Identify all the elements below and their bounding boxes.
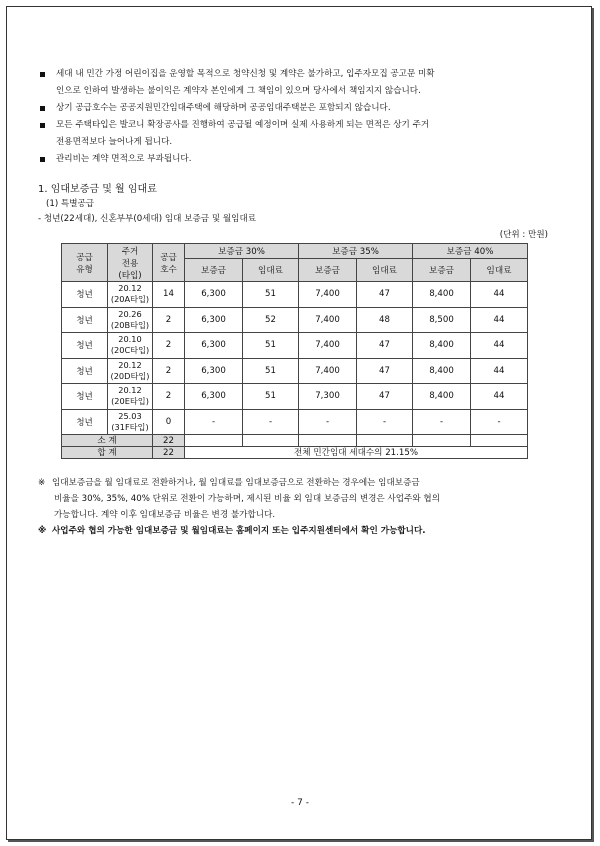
total-value: 22: [153, 447, 185, 459]
total-note: 전체 민간임대 세대수의 21.15%: [185, 447, 528, 459]
reference-mark-icon: ※: [38, 526, 47, 536]
subtotal-row: [62, 435, 528, 447]
reference-mark-icon: ※: [38, 478, 46, 488]
table-row: 청년 20.12 (20E타입) 2 6,300 51 7,300 47 8,400 44: [62, 384, 528, 410]
note-item: 상기 공급호수는 공공지원민간임대주택에 해당하며 공공임대주택분은 포함되지 않습니다.: [38, 100, 550, 117]
rent-table: [61, 243, 528, 459]
table-row: 청년 20.12 (20A타입) 14 6,300 51 7,400 47 8,400 44: [62, 282, 528, 308]
footnote-1-line: 가능합니다. 계약 이후 임대보증금 비율은 변경 불가합니다.: [54, 510, 276, 520]
total-label: 합 계: [62, 447, 153, 459]
square-bullet-icon: [40, 106, 45, 111]
header-rent: 임대료: [357, 259, 413, 282]
note-item: 세대 내 민간 가정 어린이집을 운영할 목적으로 청약신청 및 계약은 불가하고, 입주자모집 공고문 미확: [38, 66, 550, 83]
footnote-2: ※ 사업주와 협의 가능한 임대보증금 및 월임대료는 홈페이지 또는 입주지원센터에서 확인 가능합니다.: [38, 523, 558, 539]
note-item: 관리비는 계약 면적으로 부과됩니다.: [38, 151, 550, 168]
header-rent: 임대료: [243, 259, 299, 282]
table-row: 청년 20.10 (20C타입) 2 6,300 51 7,400 47 8,400 44: [62, 333, 528, 359]
header-deposit-35: 보증금 35%: [299, 244, 413, 259]
unit-label: (단위 : 만원): [499, 230, 548, 240]
table-row: 청년 25.03 (31F타입) 0 - - - - - -: [62, 409, 528, 435]
table-row: 청년 20.26 (20B타입) 2 6,300 52 7,400 48 8,500 44: [62, 307, 528, 333]
note-item: 모든 주택타입은 발코니 확장공사를 진행하여 공급될 예정이며 실제 사용하게 되는 면적은 상기 주거: [38, 117, 550, 134]
section-title: 1. 임대보증금 및 월 임대료: [38, 184, 157, 195]
footnote-1: ※ 임대보증금을 월 임대료로 전환하거나, 월 임대료를 임대보증금으로 전환하는 경우에는 임대보증금: [38, 475, 558, 491]
square-bullet-icon: [40, 123, 45, 128]
header-deposit: 보증금: [299, 259, 357, 282]
notes-list: [38, 66, 550, 168]
table-row: 청년 20.12 (20D타입) 2 6,300 51 7,400 47 8,400 44: [62, 358, 528, 384]
subsection-description: - 청년(22세대), 신혼부부(0세대) 임대 보증금 및 월임대료: [38, 214, 257, 224]
total-row: [62, 447, 528, 459]
page-number: - 7 -: [291, 798, 309, 808]
header-supply-type: 공급 유형: [62, 244, 108, 282]
footnote-1-line: 비율을 30%, 35%, 40% 단위로 전환이 가능하며, 제시된 비율 외 임대 보증금의 변경은 사업주와 협의: [54, 494, 440, 504]
header-deposit: 보증금: [413, 259, 471, 282]
header-deposit: 보증금: [185, 259, 243, 282]
note-item-continuation: 인으로 인하여 발생하는 불이익은 계약자 본인에게 그 책임이 있으며 당사에서 책임지지 않습니다.: [56, 86, 421, 96]
footnotes: [38, 475, 558, 539]
header-deposit-40: 보증금 40%: [413, 244, 528, 259]
subsection-title: (1) 특별공급: [46, 199, 95, 209]
header-supply-units: 공급 호수: [153, 244, 185, 282]
header-exclusive-area: 주거 전용 (타입): [108, 244, 153, 282]
subtotal-value: 22: [153, 435, 185, 447]
square-bullet-icon: [40, 157, 45, 162]
square-bullet-icon: [40, 72, 45, 77]
subtotal-label: 소 계: [62, 435, 153, 447]
header-rent: 임대료: [471, 259, 528, 282]
note-item-continuation: 전용면적보다 늘어나게 됩니다.: [56, 137, 173, 147]
header-deposit-30: 보증금 30%: [185, 244, 299, 259]
